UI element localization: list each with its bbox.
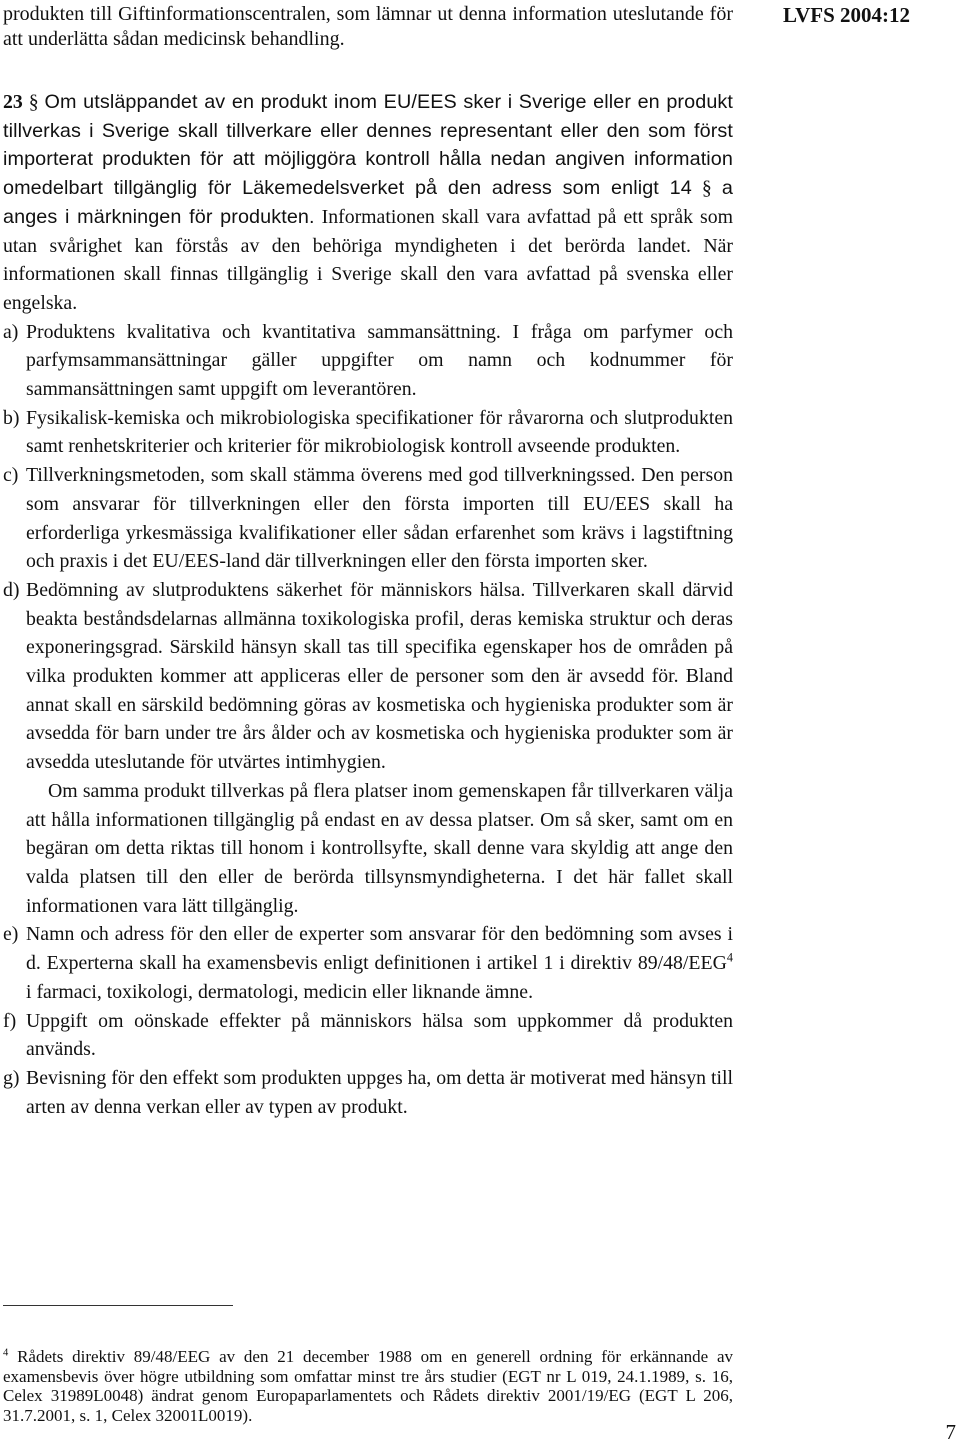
section-intro (3, 88, 733, 318)
section-23 (3, 88, 733, 1121)
item-e-text-post: i farmaci, toxikologi, dermatologi, medicin eller liknande ämne. (26, 980, 534, 1003)
list-item (3, 404, 733, 461)
list-item (3, 576, 733, 777)
item-text: Bedömning av slutproduktens säkerhet för människors hälsa. Tillverkaren skall därvid beakta beståndsdelarnas allmänna toxikologiska profil, deras kemiska struktur och deras exponeringsgrad. Särskild hänsyn skall tas till specifika egenskaper hos de områden på vilka produkten kommer att appliceras eller de personer som den är avsedd för. Bland annat skall en särskild bedömning göras av kosmetiska och hygieniska produkter som är avsedda för barn under tre års ålder och av kosmetiska och hygieniska produkter som är avsedda uteslutande för utvärtes intimhygien. (26, 578, 733, 774)
item-text: Fysikalisk-kemiska och mikrobiologiska specifikationer för råvarorna och slutprodukten samt renhetskriterier och kriterier för mikrobiologisk kontroll avseende produkten. (26, 406, 733, 458)
item-label: g) (3, 1066, 20, 1089)
item-e-text-pre: Namn och adress för den eller de experter som ansvarar för den bedömning som avses i d. Experterna skall ha examensbevis enligt definitionen i artikel 1 i direktiv 89/48/EEG (26, 923, 733, 975)
item-text: Uppgift om oönskade effekter på människors hälsa som uppkommer då produkten används. (26, 1009, 733, 1061)
item-label: a) (3, 320, 19, 343)
footnote-ref: 4 (726, 950, 733, 965)
item-text: Bevisning för den effekt som produkten uppges ha, om detta är motiverat med hänsyn till arten av denna verkan eller av typen av produkt. (26, 1066, 733, 1118)
item-label: d) (3, 578, 20, 601)
item-label: f) (3, 1009, 17, 1032)
footnote-number: 4 (3, 1347, 9, 1359)
list-item (3, 1007, 733, 1064)
intro-rest: Informationen skall vara avfattad på ett språk som utan svårighet kan förstås av den behöriga myndigheten i det berörda landet. När informationen skall finnas tillgänglig i Sverige skall den vara avfattad på svenska eller engelska. (3, 205, 733, 314)
section-number: 23 (3, 91, 23, 113)
list-item (3, 318, 733, 404)
paragraph-mark-icon: § (701, 177, 712, 200)
list-item (3, 461, 733, 576)
footnote (3, 1347, 733, 1425)
continuation-text: produkten till Giftinformationscentralen, som lämnar ut denna information uteslutande för att underlätta sådan medicinsk behandling. (3, 3, 733, 50)
item-text (26, 920, 733, 1006)
footnote-divider (3, 1305, 233, 1306)
paragraph-mark-icon: § (28, 91, 39, 113)
list-item (3, 1064, 733, 1121)
intro-tail: a anges i märkningen för produkten. (3, 177, 733, 228)
page-number: 7 (945, 1420, 956, 1444)
item-text: Tillverkningsmetoden, som skall stämma överens med god tillverkningssed. Den person som ansvarar för tillverkningen eller den första importen till EU/EES skall ha erforderliga yrkesmässiga kvalifikationer eller sådan erfarenhet som krävs i lagstiftning och praxis i det EU/EES-land där tillverkningen eller den första importen sker. (26, 464, 733, 573)
item-text: Produktens kvalitativa och kvantitativa sammansättning. I fråga om parfymer och parfymsammansättningar gäller uppgifter om namn och kodnummer för sammansättningen samt uppgift om leverantören. (26, 320, 733, 401)
document-code: LVFS 2004:12 (783, 3, 910, 27)
list-item (3, 920, 733, 1006)
intro-text: Om utsläppandet av en produkt inom EU/EES sker i Sverige eller en produkt tillverkas i Sverige skall tillverkare eller dennes representant eller den som först importerat produkten för att möjliggöra kontroll hålla nedan angiven information omedelbart tillgänglig för Läkemedelsverket på den adress som enligt 14 (3, 91, 734, 200)
footnote-text: Rådets direktiv 89/48/EEG av den 21 december 1988 om en generell ordning för erkännande av examensbevis över högre utbildning som omfattar minst tre års studier (EGT nr L 019, 24.1.1989, s. 16, Celex 31989L0048) ändrat genom Europaparlamentets och Rådets direktiv 2001/19/EG (EGT L 206, 31.7.2001, s. 1, Celex 32001L0019). (3, 1347, 734, 1425)
item-label: e) (3, 923, 19, 946)
item-label: b) (3, 406, 20, 429)
item-d-extra: Om samma produkt tillverkas på flera platser inom gemenskapen får tillverkaren välja att hålla informationen tillgänglig på endast en av dessa platser. Om så sker, samt om en begäran om detta riktas till honom i kontrollsyfte, skall denne vara skyldig att ange den valda platsen till den eller de berörda tillsynsmyndigheterna. I det här fallet skall informationen vara lätt tillgänglig. (26, 779, 733, 917)
item-label: c) (3, 464, 19, 487)
